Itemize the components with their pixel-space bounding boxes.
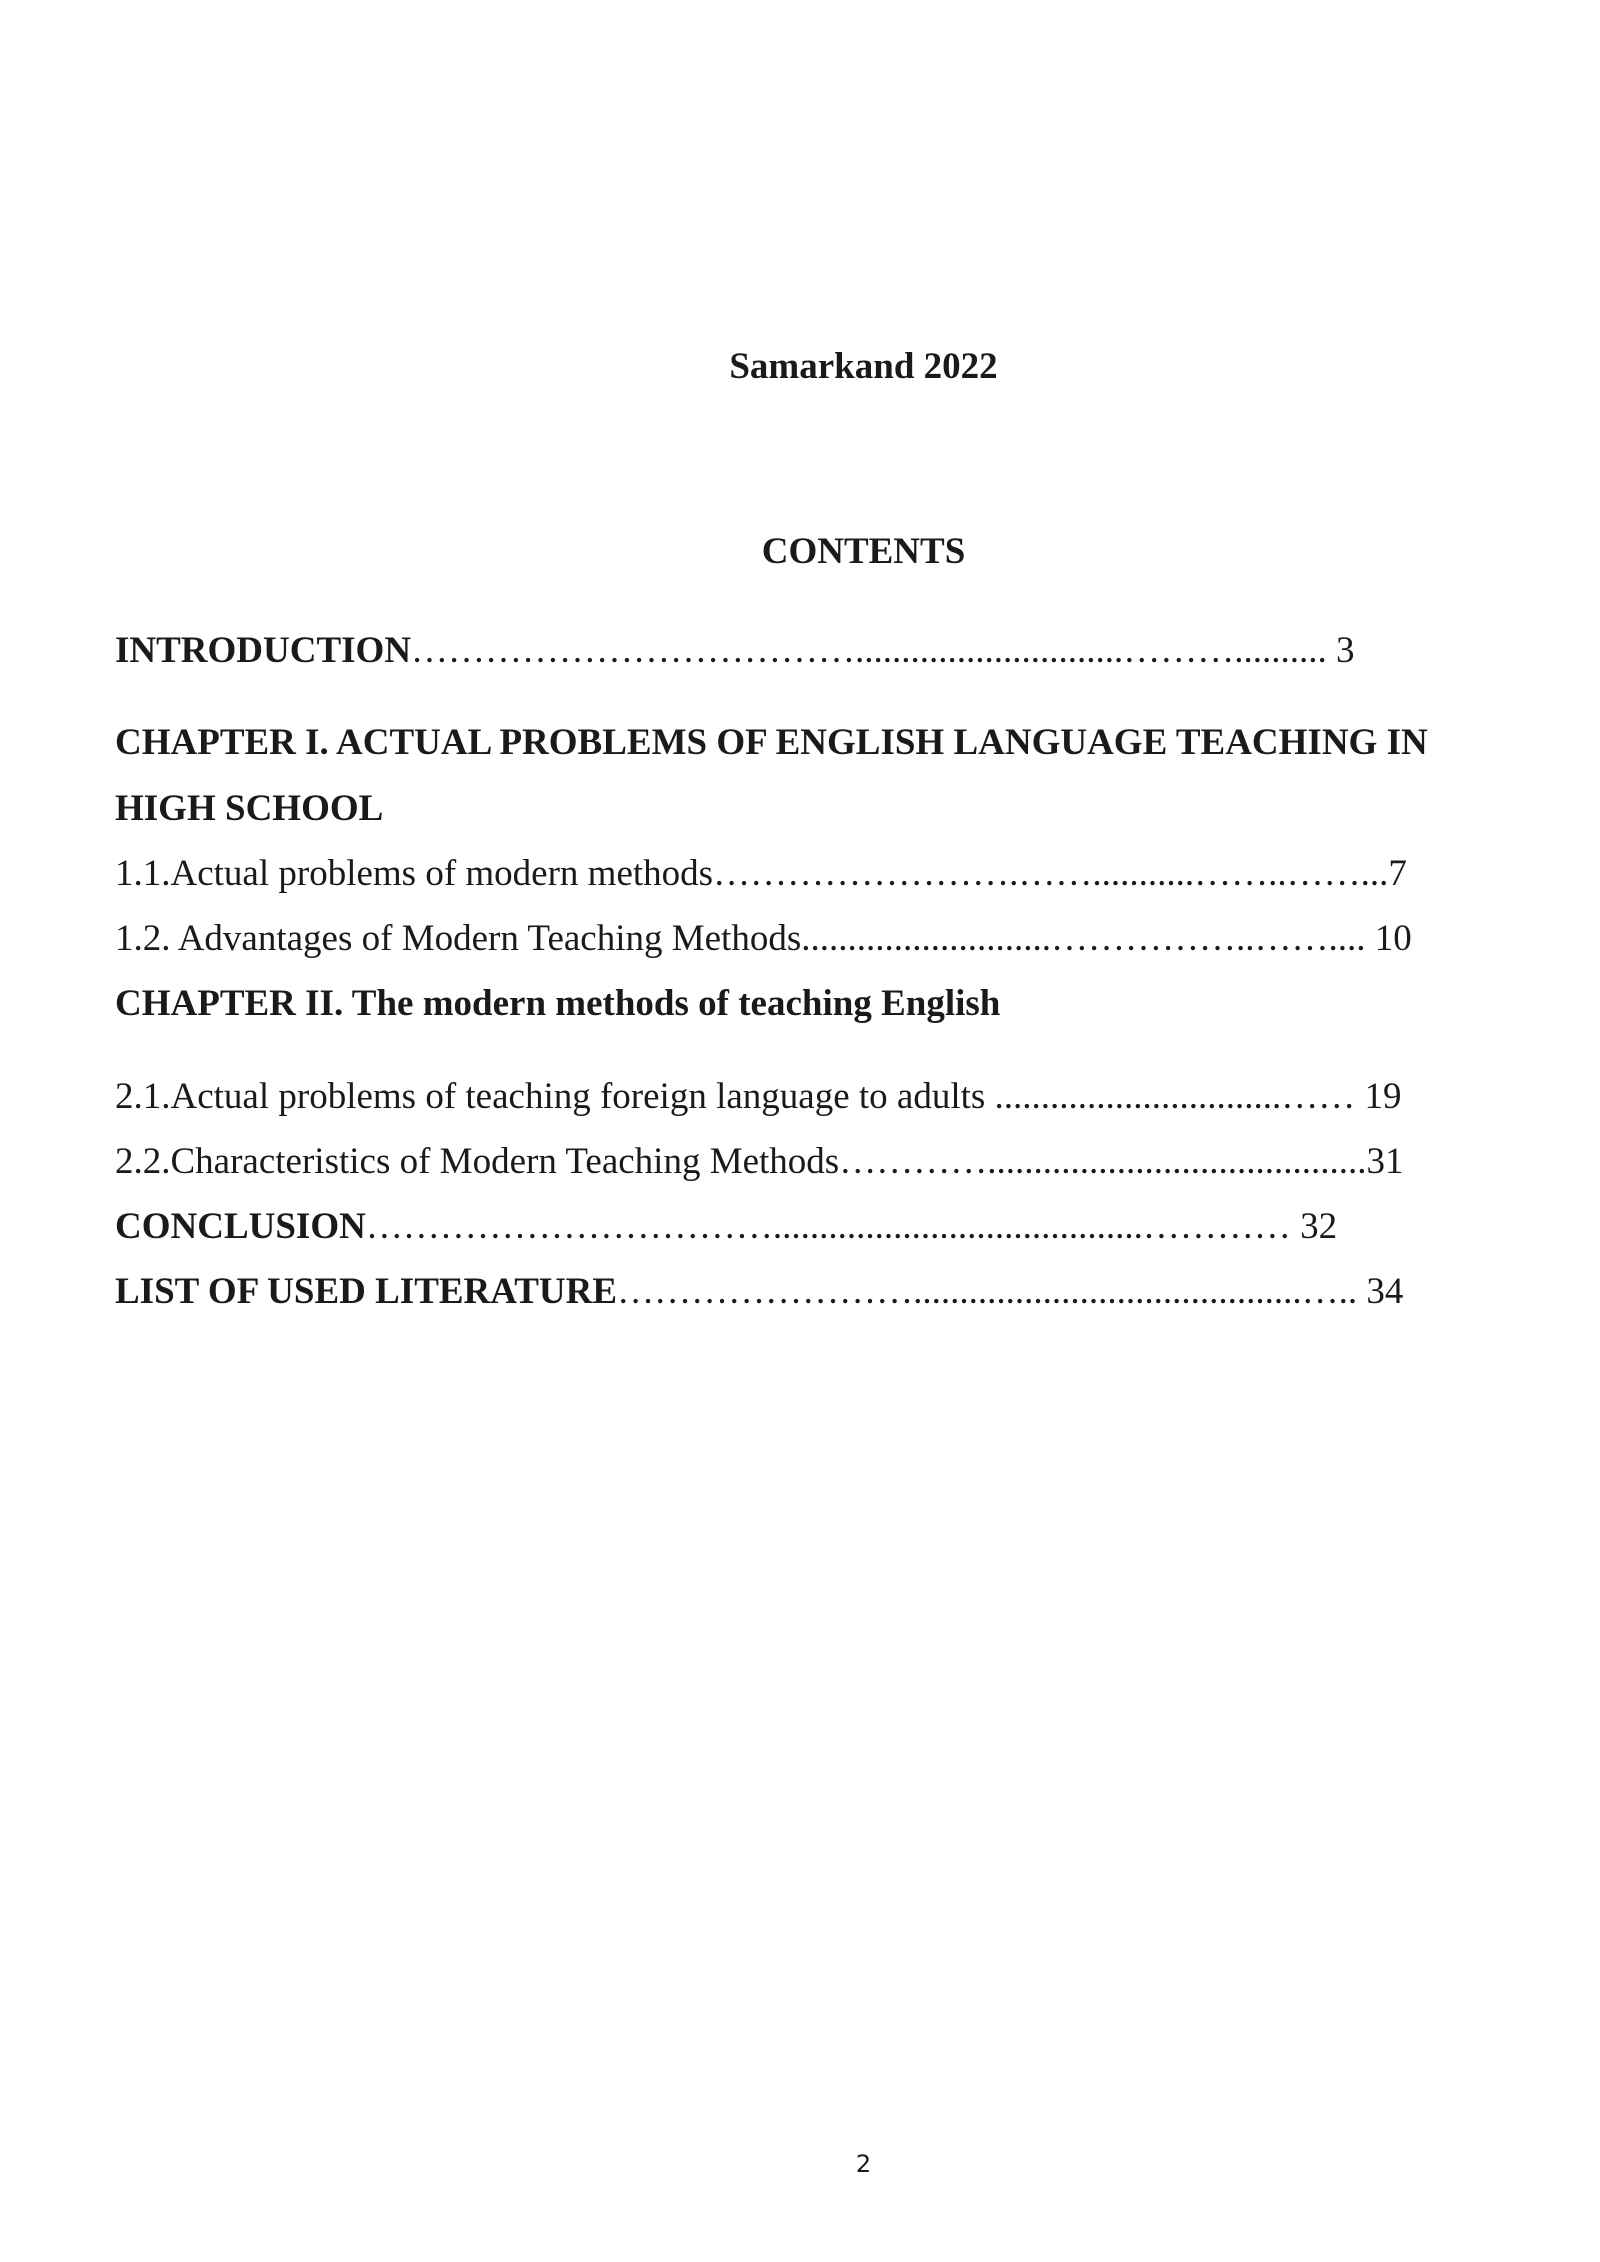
toc-entry-conclusion bbox=[115, 1208, 1337, 1245]
toc-entry-label: CHAPTER I. ACTUAL PROBLEMS OF ENGLISH LANGUAGE TEACHING IN bbox=[115, 722, 1428, 763]
toc-entry-label: CHAPTER II. The modern methods of teaching English bbox=[115, 983, 1001, 1024]
toc-leader-dots: ……………………………….............................……….......... bbox=[411, 630, 1337, 671]
toc-leader-dots: ...............................…… bbox=[994, 1076, 1365, 1117]
contents-title: CONTENTS bbox=[761, 531, 966, 572]
toc-page-number: 34 bbox=[1366, 1271, 1404, 1312]
toc-page-number: 3 bbox=[1336, 630, 1355, 671]
toc-leader-dots: …………………….……...........……..……... bbox=[713, 853, 1389, 894]
toc-entry-label: INTRODUCTION bbox=[115, 630, 412, 671]
toc-leader-dots: ……………………………........................................………… bbox=[365, 1206, 1301, 1247]
toc-entry-label: HIGH SCHOOL bbox=[115, 788, 384, 829]
toc-entry-2-1 bbox=[115, 1078, 1402, 1115]
toc-leader-dots: ……………………..........................................….. bbox=[617, 1271, 1367, 1312]
toc-entry-label: CONCLUSION bbox=[115, 1206, 366, 1247]
toc-entry-2-2 bbox=[115, 1143, 1403, 1180]
toc-leader-dots: …………......................................... bbox=[839, 1141, 1367, 1182]
toc-page-number: 7 bbox=[1388, 853, 1407, 894]
toc-page-number: 19 bbox=[1364, 1076, 1402, 1117]
toc-page-number: 32 bbox=[1300, 1206, 1338, 1247]
toc-entry-chapter-2 bbox=[115, 985, 1000, 1022]
toc-entry-chapter-1-cont bbox=[115, 790, 383, 827]
toc-entry-1-1 bbox=[115, 855, 1407, 892]
toc-entry-label: 2.2.Characteristics of Modern Teaching Methods bbox=[115, 1141, 840, 1182]
toc-entry-introduction bbox=[115, 632, 1355, 669]
toc-entry-label: 1.2. Advantages of Modern Teaching Methods bbox=[115, 918, 802, 959]
toc-page-number: 10 bbox=[1374, 918, 1412, 959]
toc-entry-label: LIST OF USED LITERATURE bbox=[115, 1271, 618, 1312]
toc-entry-1-2 bbox=[115, 920, 1412, 957]
toc-entry-literature bbox=[115, 1273, 1403, 1310]
toc-entry-chapter-1 bbox=[115, 724, 1428, 761]
toc-entry-label: 1.1.Actual problems of modern methods bbox=[115, 853, 714, 894]
city-year-heading: Samarkand 2022 bbox=[729, 346, 998, 387]
page-number: 2 bbox=[855, 2150, 872, 2178]
toc-entry-label: 2.1.Actual problems of teaching foreign language to adults bbox=[115, 1076, 995, 1117]
toc-page-number: 31 bbox=[1366, 1141, 1404, 1182]
toc-leader-dots: ...........................……………..…….... bbox=[801, 918, 1375, 959]
